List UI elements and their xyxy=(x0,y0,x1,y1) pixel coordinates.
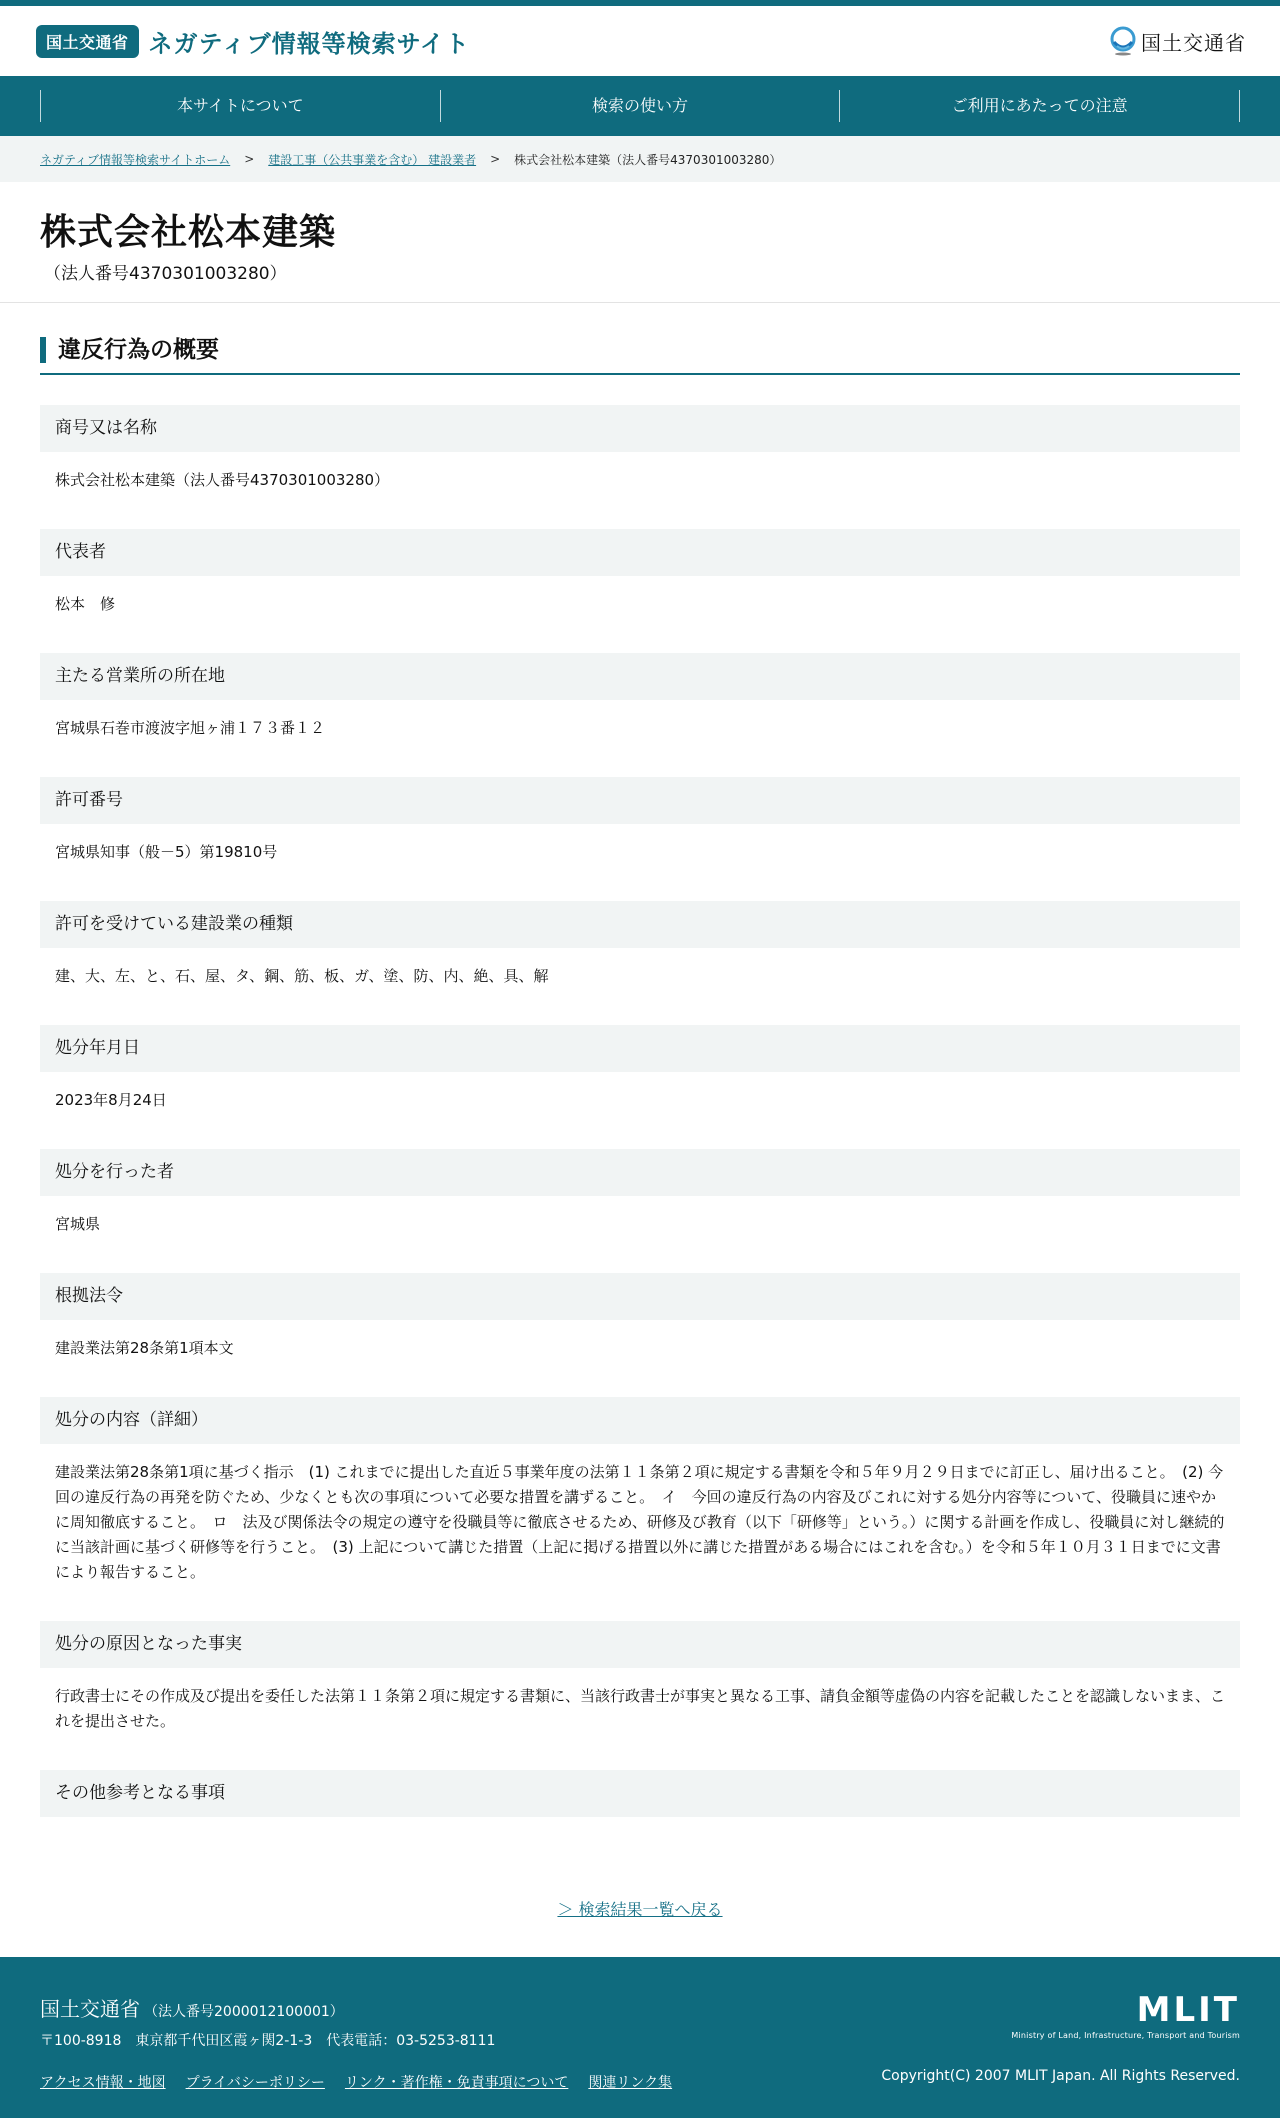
copyright: Copyright(C) 2007 MLIT Japan. All Rights Reserved. xyxy=(881,2068,1240,2084)
detail-value-cause: 行政書士にその作成及び提出を委任した法第１１条第２項に規定する書類に、当該行政書士が事実と異なる工事、請負金額等虚偽の内容を記載したことを認識しないまま、これを提出させた。 xyxy=(55,1687,1226,1730)
detail-value-business-types: 建、大、左、と、石、屋、タ、鋼、筋、板、ガ、塗、防、内、絶、具、解 xyxy=(55,967,549,985)
detail-value-legal-basis: 建設業法第28条第1項本文 xyxy=(55,1339,234,1357)
footer-link-related[interactable]: 関連リンク集 xyxy=(588,2075,673,2091)
ministry-logo-text: 国土交通省 xyxy=(1141,30,1246,55)
footer-info xyxy=(40,1993,672,2092)
footer-address: 〒100-8918 東京都千代田区霞ヶ関2-1-3 代表電話：03-5253-8111 xyxy=(40,2033,496,2049)
nav-item-about[interactable]: 本サイトについて xyxy=(40,90,440,122)
detail-label-address: 主たる営業所の所在地 xyxy=(40,653,1240,700)
detail-value-disposition-date: 2023年8月24日 xyxy=(55,1091,167,1109)
breadcrumb-current: 株式会社松本建築（法人番号4370301003280） xyxy=(514,152,782,167)
mlit-wordmark-tag: Ministry of Land, Infrastructure, Transport and Tourism xyxy=(1011,2031,1240,2040)
detail-value-name: 株式会社松本建築（法人番号4370301003280） xyxy=(55,471,390,489)
nav-item-notes[interactable]: ご利用にあたっての注意 xyxy=(839,90,1240,122)
site-footer xyxy=(0,1957,1280,2118)
detail-label-disposition-details: 処分の内容（詳細） xyxy=(40,1397,1240,1444)
breadcrumb-category-link[interactable]: 建設工事（公共事業を含む） 建設業者 xyxy=(268,152,477,167)
mlit-wordmark: MLIT xyxy=(1136,1990,1240,2030)
breadcrumb-home-link[interactable]: ネガティブ情報等検索サイトホーム xyxy=(40,152,231,167)
main-content xyxy=(0,303,1280,1920)
detail-label-cause: 処分の原因となった事実 xyxy=(40,1621,1240,1668)
footer-org xyxy=(40,1993,672,2022)
detail-value-disposition-details: 建設業法第28条第1項に基づく指示 (1) これまでに提出した直近５事業年度の法第１１条第２項に規定する書類を令和５年９月２９日までに訂正し、届け出ること。 (2) 今回の違反行為の再発を防ぐため、少なくとも次の事項について必要な措置を講ずること。 イ 今回の違反行為の内容及びこれに対する処分内容等について、役職員に速やかに周知徹底すること。 ロ 法及び関係法令の規定の遵守を役職員等に徹底させるため、研修及び教育（以下「研修等」という。）に関する計画を作成し、役職員に対し継続的に当該計画に基づく研修等を行うこと。 (3) 上記について講じた措置（上記に掲げる措置以外に講じた措置がある場合にはこれを含む。）を令和５年１０月３１日までに文書により報告すること。 xyxy=(55,1463,1225,1581)
footer-link-privacy[interactable]: プライバシーポリシー xyxy=(185,2075,325,2091)
detail-label-license-number: 許可番号 xyxy=(40,777,1240,824)
site-logo-link[interactable] xyxy=(36,24,470,59)
detail-label-disposition-date: 処分年月日 xyxy=(40,1025,1240,1072)
back-link-container xyxy=(40,1897,1240,1920)
footer-brand xyxy=(881,1990,1240,2084)
footer-org-name: 国土交通省 xyxy=(40,1997,140,2021)
ministry-logo-link[interactable] xyxy=(1109,26,1246,56)
footer-link-copyright[interactable]: リンク・著作権・免責事項について xyxy=(344,2075,569,2091)
back-to-results-link[interactable]: ＞ 検索結果一覧へ戻る xyxy=(557,1900,723,1919)
detail-label-business-types: 許可を受けている建設業の種類 xyxy=(40,901,1240,948)
footer-corp-number: （法人番号2000012100001） xyxy=(144,2004,344,2020)
detail-list xyxy=(40,405,1240,1857)
page-heading xyxy=(0,182,1280,303)
ministry-badge: 国土交通省 xyxy=(36,25,139,58)
nav-item-how-to-search[interactable]: 検索の使い方 xyxy=(440,90,840,122)
site-title: ネガティブ情報等検索サイト xyxy=(148,29,470,58)
detail-value-other xyxy=(40,1817,1240,1857)
detail-label-name: 商号又は名称 xyxy=(40,405,1240,452)
detail-label-legal-basis: 根拠法令 xyxy=(40,1273,1240,1320)
section-divider xyxy=(40,373,1240,375)
detail-label-authority: 処分を行った者 xyxy=(40,1149,1240,1196)
site-header xyxy=(0,6,1280,76)
breadcrumb xyxy=(0,136,1280,182)
breadcrumb-separator: > xyxy=(244,152,255,166)
detail-value-license-number: 宮城県知事（般－5）第19810号 xyxy=(55,843,278,861)
footer-links xyxy=(40,2072,672,2092)
page-subtitle: （法人番号4370301003280） xyxy=(44,264,287,284)
detail-value-representative: 松本 修 xyxy=(55,595,116,613)
section-title: 違反行為の概要 xyxy=(40,337,1240,363)
ministry-emblem-icon xyxy=(1109,26,1137,56)
detail-value-address: 宮城県石巻市渡波字旭ヶ浦１７３番１２ xyxy=(55,719,326,737)
global-nav xyxy=(0,76,1280,136)
detail-label-other: その他参考となる事項 xyxy=(40,1770,1240,1817)
footer-link-access[interactable]: アクセス情報・地図 xyxy=(40,2075,166,2091)
page-title: 株式会社松本建築 xyxy=(40,212,337,253)
detail-value-authority: 宮城県 xyxy=(55,1215,101,1233)
breadcrumb-separator: > xyxy=(490,152,501,166)
detail-label-representative: 代表者 xyxy=(40,529,1240,576)
